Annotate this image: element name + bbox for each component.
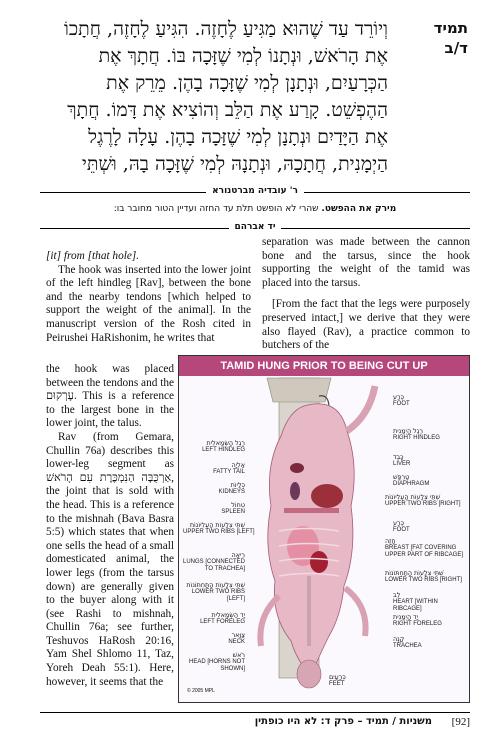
tractate-name: תמיד — [433, 19, 468, 37]
label-lower-two-ribs-left: שְׁתֵּי צְלָעוֹת הַתַּחְתּוֹנוֹת LOWER TWO RIBS [LEFT] — [186, 581, 245, 602]
label-foot-top: כֶּרַע FOOT — [393, 393, 410, 407]
mishnah-line: הַכְּרָעַיִם, וּנְתָנָן לְמִי שֶׁזָּכָה בָהֶן. מֵרֵק אֶת — [106, 72, 388, 94]
commentary-left-top — [46, 250, 251, 345]
label-fatty-tail: אַלְיָה FATTY TAIL — [213, 461, 245, 475]
mishnah-line: הַיְמָנִית, חֲתָכָהּ, וּנְתָנָהּ לְמִי שֶׁזָּכָה בָהּ, וּשְׁתֵּי — [81, 153, 388, 175]
mishnah-line: אֶת הָרֹאשׁ, וּנְתָנוֹ לְמִי שֶׁזָּכָה בּוֹ. חֲתָךְ אֶת — [98, 45, 388, 67]
diaphragm — [284, 508, 339, 513]
commentary-paragraph: separation was made between the cannon bone and the tarsus, since the hook supporting the weight of the tamid was placed into the tarsus. — [262, 236, 470, 289]
label-diaphragm: טַרְפָּשׁ DIAPHRAGM — [393, 473, 430, 487]
right-foreleg — [345, 588, 366, 636]
label-foot-middle: כֶּרַע FOOT — [393, 519, 410, 533]
commentary-paragraph: [From the fact that the legs were purposely preserved intact,] we derive that they were also flayed (Rav), a practice common to butchers of the — [262, 298, 470, 352]
label-lungs: רֵיאָה LUNGS [CONNECTED TO TRACHEA] — [183, 551, 246, 572]
label-left-foreleg: יָד הַשְּׂמָאלִית LEFT FORELEG — [200, 611, 245, 625]
label-neck: צַוָּאר NECK — [228, 631, 245, 645]
mishnah-line: הַהֶפְשֵׁט. קָרַע אֶת הַלֵּב וְהוֹצִיא אֶת דָּמוֹ. חֲתָךְ — [67, 99, 388, 121]
pillar-cap — [267, 378, 331, 402]
running-title: משניות / תמיד – פרק ד: לא היו כופתין — [254, 716, 432, 727]
commentary-right — [262, 236, 470, 353]
label-feet: כְּרָעַיִם FEET — [329, 673, 346, 687]
liver — [311, 484, 343, 508]
diagram-title: TAMID HUNG PRIOR TO BEING CUT UP — [179, 356, 469, 376]
yad-avraham-title: יד אברהם — [229, 222, 282, 232]
commentary-lemma: [it] from [that hole]. — [46, 250, 140, 262]
label-heart: לֵב HEART [WITHIN RIBCAGE] — [393, 591, 438, 612]
commentary-paragraph: The hook was inserted into the lower joint of the left hindleg [Rav], between the bone and the nearby tendons [which helped to support the weight of the animal]. In the manuscript version of the Rosh cited in Peirushei HaRishonim, he writes that — [46, 263, 251, 344]
label-spleen: טְחוֹל SPLEEN — [221, 501, 245, 515]
anatomy-diagram — [178, 355, 470, 703]
mishnah-text — [40, 16, 388, 178]
commentary-paragraph: Rav (from Gemara, Chullin 76a) describes this lower-leg segment as אַרְכֻּבָּה הַנִּמְכֶּרֶת עִם הָרֹאשׁ, the joint that is sold with the head. This is a reference to the mishnah (Bava Basra 5:5) which states that when one sells the head of a small domesticated animal, the lower legs (from the tarsus down) are generally given to the buyer along with it (see Rashi to mishnah, Chullin 76a; see further, Teshuvos HaRosh 20:16, Yam Shel Shlomo 11, Taz, Yoreh Deah 55:1). Here, however, it seems that the — [46, 430, 174, 688]
tractate-marker — [398, 18, 468, 58]
label-left-hindleg: רֶגֶל הַשְּׂמָאלִית LEFT HINDLEG — [202, 439, 245, 453]
bartenura-title: ר' עובדיה מברטנורא — [206, 186, 304, 196]
mishnah-line: וְיוֹרֵד עַד שֶׁהוּא מַגִּיעַ לֶחָזֶה. הִגִּיעַ לֶחָזֶה, חֲתָכוֹ — [64, 18, 388, 40]
footer-divider — [40, 712, 470, 713]
label-breast: חָזֶה BREAST [FAT COVERING UPPER PART OF RIBCAGE] — [385, 537, 464, 558]
label-liver: כָּבֵד LIVER — [393, 453, 411, 467]
bartenura-commentary — [40, 204, 470, 214]
spleen — [290, 482, 300, 500]
label-head: רֹאשׁ HEAD [HORNS NOT SHOWN] — [188, 651, 245, 672]
heart — [310, 551, 328, 573]
page-footer — [40, 716, 470, 732]
label-upper-two-ribs-left: שְׁתֵּי צְלָעוֹת הָעֶלְיוֹנוֹת UPPER TWO RIBS [LEFT] — [183, 521, 255, 535]
label-right-hindleg: רֶגֶל הַיְמָנִית RIGHT HINDLEG — [393, 427, 440, 441]
commentary-paragraph: the hook was placed between the tendons and the עָרְקוּם. This is a reference to the largest bone in the lower joint, the talus. — [46, 363, 174, 430]
kidneys — [290, 463, 304, 473]
diagram-copyright: © 2005 MPL — [187, 688, 215, 694]
label-lower-two-ribs-right: שְׁתֵּי צְלָעוֹת הַתַּחְתּוֹנוֹת LOWER TWO RIBS [RIGHT] — [385, 569, 462, 583]
yad-avraham-heading — [40, 222, 470, 236]
commentary-left-middle — [46, 363, 174, 689]
page-number: [92] — [451, 716, 470, 728]
chapter-reference: ד/ב — [444, 39, 468, 57]
mishnah-line: אֶת הַיָּדַיִם וּנְתָנָן לְמִי שֶׁזָּכָה בָהֶן. עָלָה לָרֶגֶל — [88, 126, 388, 148]
bartenura-heading — [40, 186, 470, 200]
head — [297, 660, 321, 688]
bartenura-body: שהרי לא הופשט תלת עד החזה ועדיין הטור מחובר בו: — [113, 204, 319, 214]
label-upper-two-ribs-right: שְׁתֵּי צְלָעוֹת הָעֶלְיוֹנוֹת UPPER TWO RIBS [RIGHT] — [385, 493, 461, 507]
label-right-foreleg: יָד הַיְמָנִית RIGHT FORELEG — [393, 613, 442, 627]
bartenura-lemma: מירק את ההפשט. — [321, 204, 397, 214]
label-kidneys: כְּלָיוֹת KIDNEYS — [218, 481, 245, 495]
right-hindleg — [347, 386, 375, 431]
label-trachea: קָנֶה TRACHEA — [393, 635, 422, 649]
